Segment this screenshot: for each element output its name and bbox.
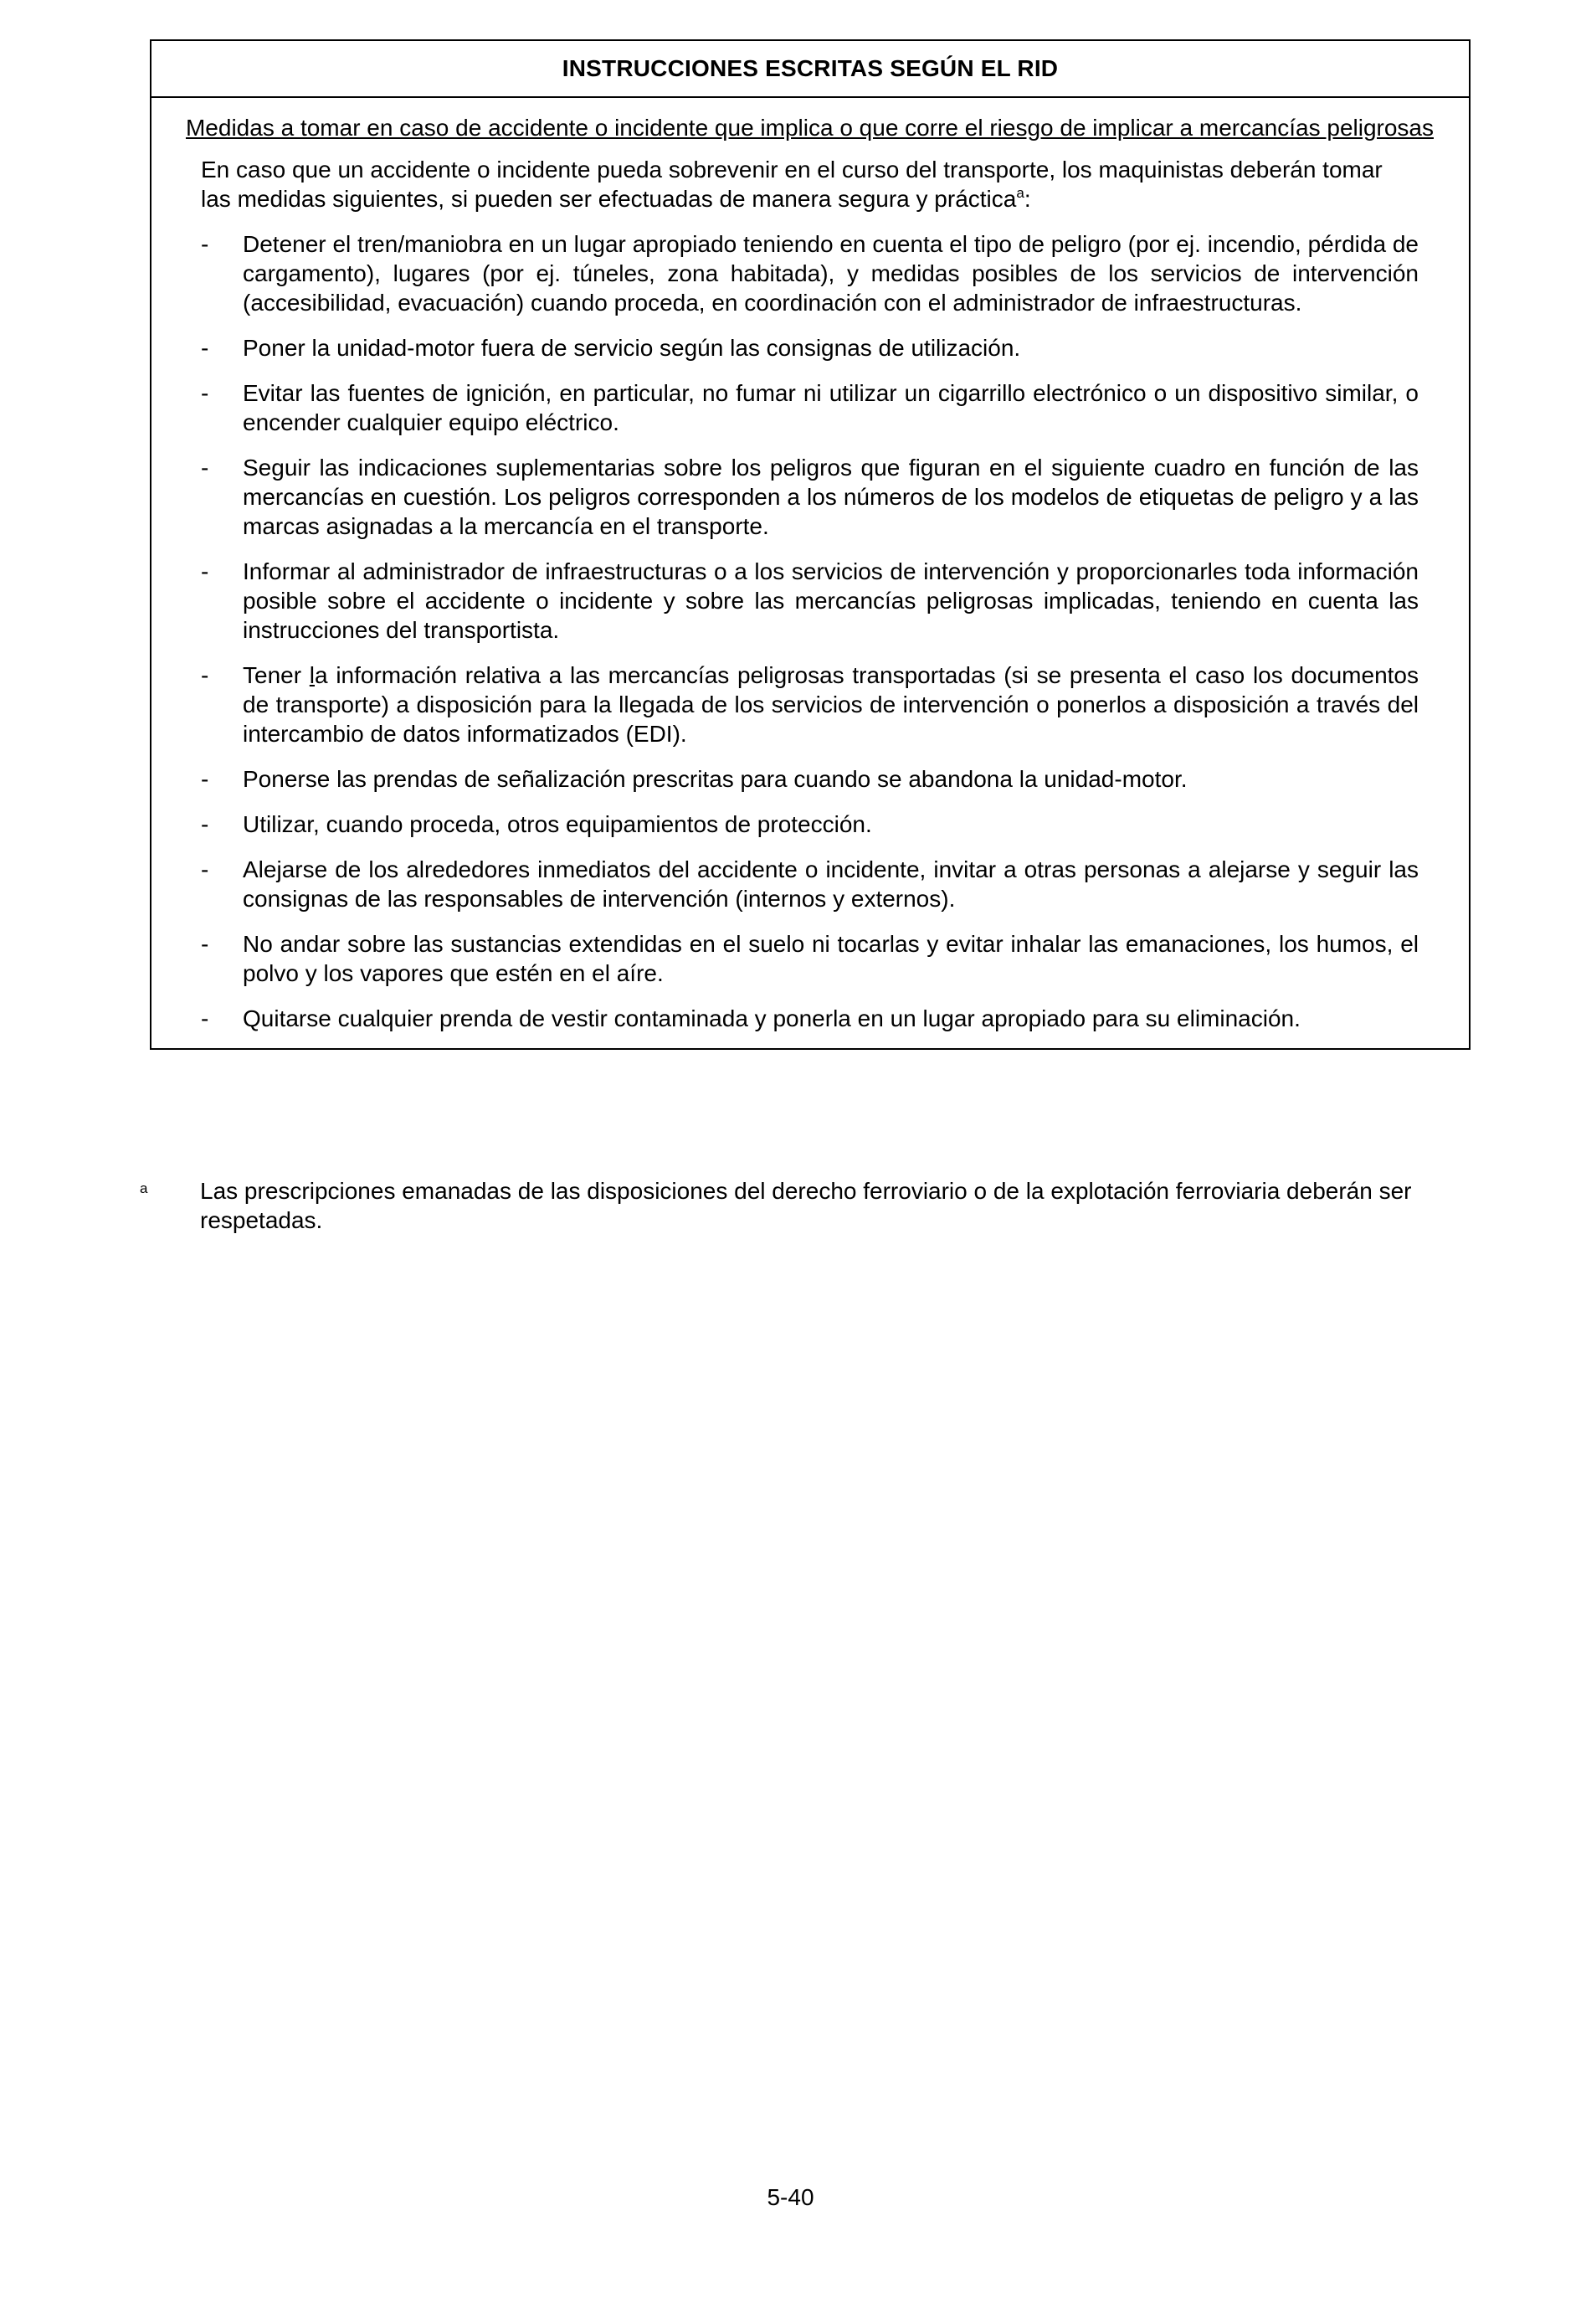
list-dash: - [201,931,209,957]
list-item [201,855,1419,913]
list-dash: - [201,558,209,584]
list-item-text: Seguir las indicaciones suplementarias sobre los peligros que figuran en el siguiente cuadro en función de las mercancías en cuestión. Los peligros corresponden a los números de los modelos de etiquetas de peligro y a las marcas asignadas a la mercancía en el transporte. [243,455,1419,539]
list-dash: - [201,811,209,837]
list-item-text: Poner la unidad-motor fuera de servicio según las consignas de utilización. [243,335,1021,361]
footnote [139,1176,1472,1235]
list-dash: - [201,231,209,257]
list-dash: - [201,1005,209,1031]
list-item [201,661,1419,748]
list-item-text: Utilizar, cuando proceda, otros equipamientos de protección. [243,811,872,837]
list-item-text: Evitar las fuentes de ignición, en particular, no fumar ni utilizar un cigarrillo electrónico o un dispositivo similar, o encender cualquier equipo eléctrico. [243,380,1419,435]
list-dash: - [201,662,209,688]
list-dash: - [201,856,209,882]
document-title: INSTRUCCIONES ESCRITAS SEGÚN EL RID [151,41,1469,98]
list-item [201,929,1419,988]
list-item [201,333,1419,362]
intro-end: : [1024,186,1031,212]
underlined-letter: l [309,662,316,688]
list-item [201,810,1419,839]
list-item-text: Detener el tren/maniobra en un lugar apropiado teniendo en cuenta el tipo de peligro (por ej. incendio, pérdida de cargamento), lugares (por ej. túneles, zona habitada), y medidas posibles de los servicios de intervención (accesibilidad, evacuación) cuando proceda, en coordinación con el administrador de infraestructuras. [243,231,1419,316]
list-item-text-start: Tener [243,662,310,688]
list-item [201,453,1419,541]
list-item [201,229,1419,317]
page-number: 5-40 [767,2184,814,2210]
instructions-box [150,39,1471,1050]
measures-list [201,229,1419,1033]
instructions-body [151,98,1469,1048]
list-item-text: Informar al administrador de infraestructuras o a los servicios de intervención y proporcionarles toda información posible sobre el accidente o incidente y sobre las mercancías peligrosas implicadas, teniendo en cuenta las instrucciones del transportista. [243,558,1419,643]
list-item [201,1004,1419,1033]
list-dash: - [201,455,209,481]
list-item-text: Quitarse cualquier prenda de vestir contaminada y ponerla en un lugar apropiado para su eliminación. [243,1005,1301,1031]
list-item [201,378,1419,437]
list-item-text [243,661,1419,748]
section-subtitle: Medidas a tomar en caso de accidente o incidente que implica o que corre el riesgo de implicar a mercancías peligrosas [185,115,1434,141]
list-item [201,557,1419,645]
intro-paragraph [201,155,1419,213]
list-item-text-rest: a información relativa a las mercancías peligrosas transportadas (si se presenta el caso los documentos de transporte) a disposición para la llegada de los servicios de intervención o ponerlos a disposición a través del intercambio de datos informatizados (EDI). [243,662,1419,747]
list-item-text: Ponerse las prendas de señalización prescritas para cuando se abandona la unidad-motor. [243,766,1188,792]
list-item-text: Alejarse de los alrededores inmediatos del accidente o incidente, invitar a otras personas a alejarse y seguir las consignas de las responsables de intervención (internos y externos). [243,856,1419,912]
footnote-marker: a [140,1180,148,1196]
list-dash: - [201,766,209,792]
list-item [201,764,1419,794]
intro-text: En caso que un accidente o incidente pueda sobrevenir en el curso del transporte, los maquinistas deberán tomar las medidas siguientes, si pueden ser efectuadas de manera segura y práctica [201,157,1383,212]
list-dash: - [201,380,209,406]
intro-footnote-marker: a [1016,185,1024,201]
list-item-text: No andar sobre las sustancias extendidas en el suelo ni tocarlas y evitar inhalar las emanaciones, los humos, el polvo y los vapores que estén en el aíre. [243,931,1419,986]
list-dash: - [201,335,209,361]
footnote-text: Las prescripciones emanadas de las disposiciones del derecho ferroviario o de la explotación ferroviaria deberán ser respetadas. [200,1178,1412,1233]
